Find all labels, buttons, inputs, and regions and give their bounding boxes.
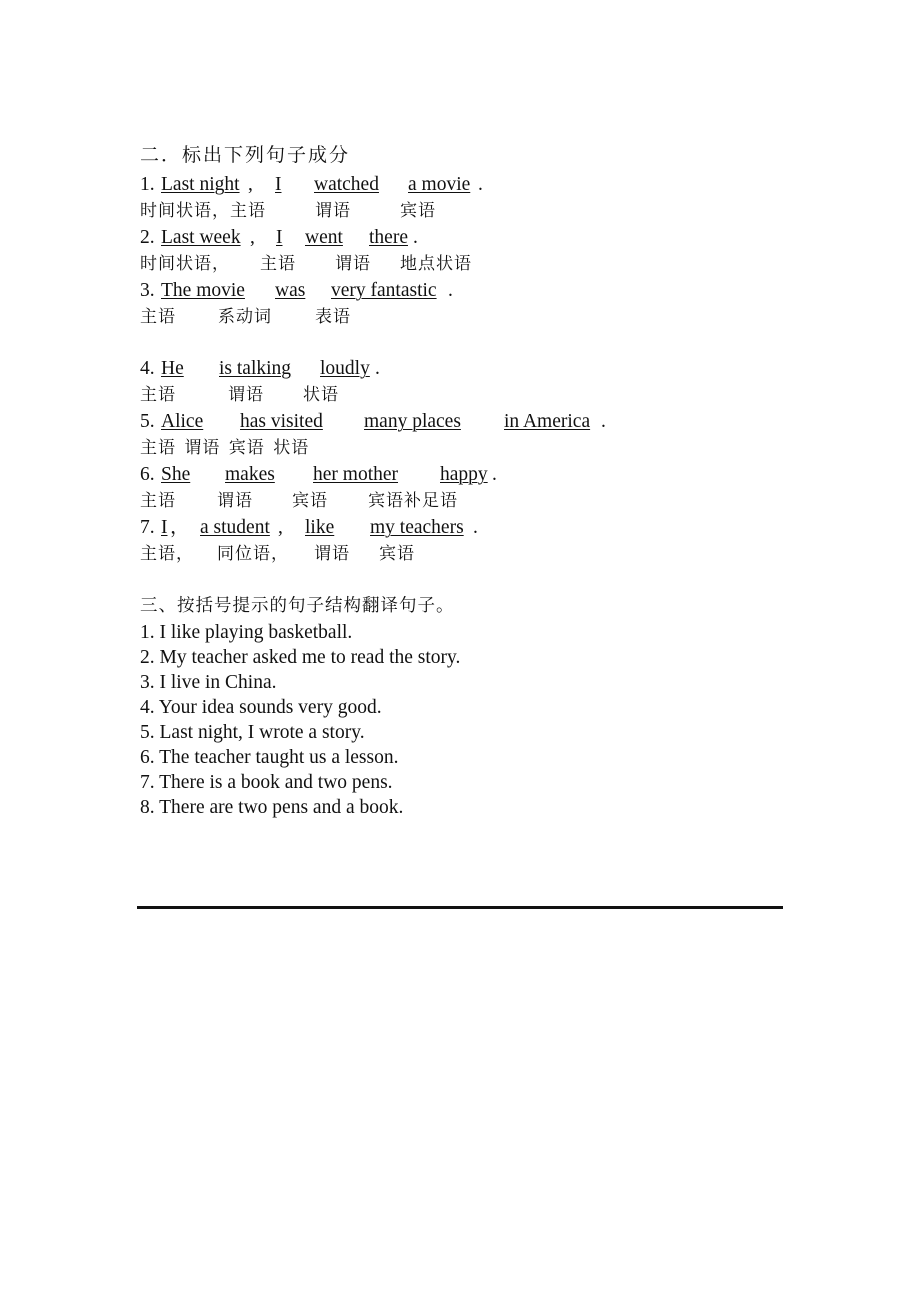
- predicative: very fantastic: [331, 280, 437, 301]
- label: 时间状语，主语: [140, 201, 266, 221]
- label: 谓语: [314, 544, 350, 564]
- object-complement: happy: [440, 464, 488, 485]
- punct: ，: [170, 517, 190, 538]
- subject: Alice: [161, 411, 204, 432]
- sentence-number: 6.: [140, 464, 155, 485]
- label: 系动词: [218, 307, 272, 327]
- punct: .: [413, 227, 418, 248]
- punct: .: [478, 174, 483, 195]
- object: a movie: [408, 174, 471, 195]
- adverbial-time: Last week: [161, 227, 241, 248]
- translation-item: 4. Your idea sounds very good.: [140, 697, 382, 718]
- translation-item: 5. Last night, I wrote a story.: [140, 722, 365, 743]
- translation-item: 2. My teacher asked me to read the story.: [140, 647, 461, 668]
- sentence-number: 1.: [140, 174, 155, 195]
- predicate: makes: [225, 464, 275, 485]
- label: 宾语: [400, 201, 436, 221]
- label: 宾语: [379, 544, 415, 564]
- label: 谓语: [315, 201, 351, 221]
- appositive: a student: [200, 517, 270, 538]
- predicate: like: [305, 517, 335, 538]
- section-3-heading: 三、按括号提示的句子结构翻译句子。: [140, 596, 455, 616]
- predicate: watched: [314, 174, 379, 195]
- subject: I: [161, 517, 168, 538]
- adverbial-time: Last night: [161, 174, 240, 195]
- label: 地点状语: [400, 254, 472, 274]
- adverbial: in America: [504, 411, 591, 432]
- sentence-number: 3.: [140, 280, 155, 301]
- punct: ,: [248, 174, 253, 195]
- horizontal-divider: [137, 906, 783, 909]
- adverbial-place: there: [369, 227, 408, 248]
- punct: ,: [278, 517, 283, 538]
- label: 主语，: [140, 544, 194, 564]
- translation-item: 7. There is a book and two pens.: [140, 772, 393, 793]
- predicate: went: [305, 227, 343, 248]
- punct: .: [601, 411, 606, 432]
- label: 同位语，: [217, 544, 289, 564]
- punct: .: [448, 280, 453, 301]
- object: her mother: [313, 464, 399, 485]
- label: 谓语: [335, 254, 371, 274]
- adverbial: loudly: [320, 358, 370, 379]
- subject: The movie: [161, 280, 245, 301]
- label: 主语: [260, 254, 296, 274]
- label: 主语: [140, 385, 176, 405]
- translation-item: 6. The teacher taught us a lesson.: [140, 747, 399, 768]
- label: 主语 谓语 宾语 状语: [140, 438, 310, 458]
- predicate: is talking: [219, 358, 292, 379]
- punct: ,: [250, 227, 255, 248]
- label: 主语: [140, 491, 176, 511]
- label: 谓语: [217, 491, 253, 511]
- punct: .: [473, 517, 478, 538]
- label: 谓语: [228, 385, 264, 405]
- section-2-heading: 二．标出下列句子成分: [140, 144, 351, 166]
- sentence-number: 2.: [140, 227, 155, 248]
- punct: .: [375, 358, 380, 379]
- sentence-number: 5.: [140, 411, 155, 432]
- punct: .: [492, 464, 497, 485]
- label: 主语: [140, 307, 176, 327]
- translation-item: 3. I live in China.: [140, 672, 277, 693]
- subject: I: [276, 227, 283, 248]
- label: 表语: [315, 307, 351, 327]
- linking-verb: was: [275, 280, 306, 301]
- label: 状语: [303, 385, 339, 405]
- object: many places: [364, 411, 461, 432]
- translation-item: 1. I like playing basketball.: [140, 622, 353, 643]
- translation-item: 8. There are two pens and a book.: [140, 797, 404, 818]
- sentence-number: 4.: [140, 358, 155, 379]
- label: 宾语: [292, 491, 328, 511]
- object: my teachers: [370, 517, 464, 538]
- label: 宾语补足语: [368, 491, 458, 511]
- predicate: has visited: [240, 411, 323, 432]
- subject: She: [161, 464, 191, 485]
- subject: He: [161, 358, 184, 379]
- label: 时间状语，: [140, 254, 230, 274]
- subject: I: [275, 174, 282, 195]
- sentence-number: 7.: [140, 517, 155, 538]
